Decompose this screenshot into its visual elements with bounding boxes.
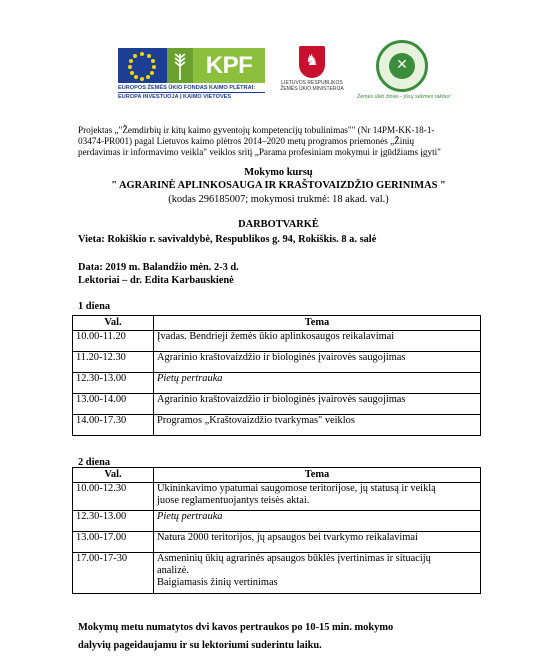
time-cell: 14.00-17.30: [73, 415, 154, 436]
course-heading: Mokymo kursų: [244, 167, 313, 178]
kpf-logo-text: KPF: [193, 48, 265, 83]
topic-cell: Asmeninių ūkių agrarinės apsaugos būklės įvertinimas ir situacijų analizė. Baigiamasis žinių vertinimas: [154, 553, 481, 594]
time-cell: 10.00-12.30: [73, 483, 154, 511]
vytis-shield-icon: ♞: [299, 46, 325, 78]
table-header-row: [73, 316, 481, 331]
time-cell: 11.20-12.30: [73, 352, 154, 373]
topic-header: Tema: [154, 316, 481, 331]
course-title: " AGRARINĖ APLINKOSAUGA IR KRAŠTOVAIZDŽIO GERINIMAS ": [111, 180, 446, 191]
project-description: Projektas „"Žemdirbių ir kitų kaimo gyventojų kompetencijų tobulinimas"" (Nr 14PM-KK-18-1- 03474-PR001) pagal Lietuvos kaimo plėtros 2014–2020 metų programos priemonės „Žinių perdavimas ir informavimo veikla" veiklos sritį „Parama profesiniam mokymui ir įgūdžiams įgyti": [78, 125, 441, 157]
table-row: [73, 511, 481, 532]
ministry-logo: [278, 46, 346, 110]
ministry-caption: LIETUVOS RESPUBLIKOS ŽEMĖS ŪKIO MINISTERIJA: [280, 80, 344, 92]
eu-kpf-logo: [118, 48, 265, 108]
course-code: (kodas 296185007; mokymosi trukmė: 18 akad. val.): [168, 194, 389, 205]
time-cell: 17.00-17-30: [73, 553, 154, 594]
network-slogan: Žemės ūkio žiniai – jūsų sėkmės raktas!: [357, 94, 451, 100]
topic-cell: Pietų pertrauka: [154, 511, 481, 532]
agenda-heading: DARBOTVARKĖ: [238, 219, 319, 230]
eu-caption-line1: EUROPOS ŽEMĖS ŪKIO FONDAS KAIMO PLĖTRAI:: [118, 85, 256, 91]
eu-caption-line2: EUROPA INVESTUOJA Į KAIMO VIETOVES: [118, 92, 265, 101]
table-row: [73, 331, 481, 352]
table-row: [73, 415, 481, 436]
topic-cell: Agrarinio kraštovaizdžio ir biologinės įvairovės saugojimas: [154, 394, 481, 415]
wheat-icon: [167, 48, 193, 83]
logo-bar: [0, 40, 557, 110]
table-header-row: [73, 468, 481, 483]
date: Data: 2019 m. Balandžio mėn. 2-3 d.: [78, 262, 239, 273]
table-row: [73, 483, 481, 511]
table-row: [73, 553, 481, 594]
topic-cell: Agrarinio kraštovaizdžio ir biologinės įvairovės saugojimas: [154, 352, 481, 373]
time-header: Val.: [73, 316, 154, 331]
day2-schedule-table: [72, 467, 481, 594]
day2-label: 2 diena: [78, 457, 111, 468]
lecturer: Lektoriai – dr. Edita Karbauskienė: [78, 275, 234, 286]
table-row: [73, 532, 481, 553]
time-cell: 12.30-13.00: [73, 373, 154, 394]
eu-fund-caption: [118, 85, 265, 102]
topic-cell: Programos „Kraštovaizdžio tvarkymas" veiklos: [154, 415, 481, 436]
network-emblem-icon: ✕: [376, 40, 428, 92]
day1-schedule-table: [72, 315, 481, 436]
footer-note-line2: dalyvių pageidaujamu ir su lektoriumi suderintu laiku.: [78, 640, 322, 651]
time-cell: 12.30-13.00: [73, 511, 154, 532]
rural-network-logo: [357, 40, 451, 110]
day1-label: 1 diena: [78, 301, 111, 312]
table-row: [73, 394, 481, 415]
topic-header: Tema: [154, 468, 481, 483]
time-cell: 13.00-14.00: [73, 394, 154, 415]
footer-note-line1: Mokymų metu numatytos dvi kavos pertraukos po 10-15 min. mokymo: [78, 622, 394, 633]
eu-flag-icon: [118, 48, 167, 83]
table-row: [73, 373, 481, 394]
venue: Vieta: Rokiškio r. savivaldybė, Respublikos g. 94, Rokiškis. 8 a. salė: [78, 234, 377, 245]
time-cell: 13.00-17.00: [73, 532, 154, 553]
topic-cell: Natura 2000 teritorijos, jų apsaugos bei tvarkymo reikalavimai: [154, 532, 481, 553]
topic-cell: Įvadas. Bendrieji žemės ūkio aplinkosaugos reikalavimai: [154, 331, 481, 352]
time-cell: 10.00-11.20: [73, 331, 154, 352]
table-row: [73, 352, 481, 373]
topic-cell: Ūkininkavimo ypatumai saugomose teritorijose, jų statusą ir veiklą juose reglamentuojantys teisės aktai.: [154, 483, 481, 511]
topic-cell: Pietų pertrauka: [154, 373, 481, 394]
time-header: Val.: [73, 468, 154, 483]
